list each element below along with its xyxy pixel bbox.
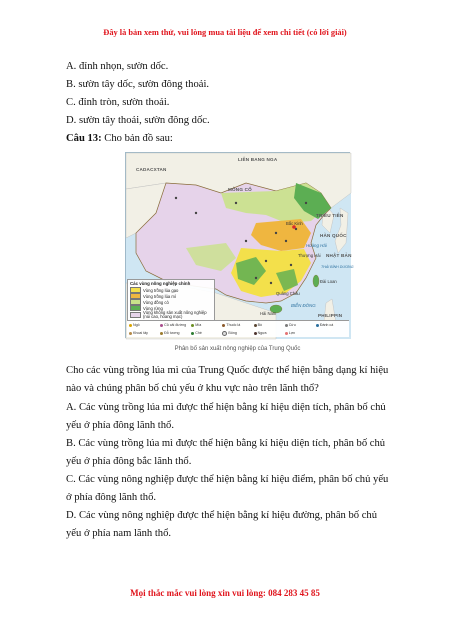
- legend-swatch: [130, 305, 141, 311]
- map-legend: [127, 279, 215, 321]
- option-line: A. đỉnh nhọn, sườn dốc.: [66, 61, 169, 72]
- pig-icon: [285, 332, 288, 335]
- symbol-item: Bò: [254, 323, 285, 327]
- horse-icon: [254, 332, 257, 335]
- preview-banner: Đây là bản xem thử, vui lòng mua tài liệu để xem chi tiết (có lời giải): [103, 28, 347, 37]
- option-line: D. sườn tây thoải, sườn đông dốc.: [66, 115, 210, 126]
- taiwan-island: [313, 275, 319, 287]
- potato-icon: [129, 332, 132, 335]
- legend-label: Vùng trồng lúa mì: [143, 293, 177, 299]
- label-mong-co: MÔNG CỔ: [228, 187, 252, 192]
- answer-option-a: A. Các vùng trồng lúa mì được thể hiện bằng kí hiệu diện tích, phân bố chủ: [66, 402, 386, 413]
- answer-option-c: C. Các vùng nông nghiệp được thể hiện bằng kí hiệu điểm, phân bố chủ yếu: [66, 474, 389, 485]
- answer-option-b: yếu ở phía đông bắc lãnh thổ.: [66, 456, 192, 467]
- symbol-item: Ngựa: [254, 331, 285, 335]
- sugarcane-icon: [191, 324, 194, 327]
- question-prompt: Cho bản đồ sau:: [104, 133, 173, 144]
- tobacco-icon: [222, 324, 225, 327]
- legend-label: Vùng đồng cỏ: [143, 299, 169, 305]
- symbol-item: Đỗ tương: [160, 331, 191, 335]
- cattle-icon: [254, 324, 257, 327]
- label-dai-loan: Đài Loan: [320, 279, 337, 284]
- symbol-item: Bông: [222, 331, 253, 336]
- china-agriculture-map: [125, 152, 354, 338]
- tea-icon: [191, 332, 194, 335]
- label-trieu-tien: TRIỀU TIÊN: [316, 213, 344, 218]
- label-bac-kinh: Bắc Kinh: [286, 221, 303, 226]
- symbol-item: Đánh cá: [316, 323, 347, 327]
- question-body: Cho các vùng trồng lúa mì của Trung Quốc được thể hiện bằng dạng kí hiệu: [66, 365, 389, 376]
- symbol-item: Lợn: [285, 331, 316, 335]
- question-body: nào và chúng phân bố chủ yếu ở khu vực nào trên lãnh thổ?: [66, 383, 319, 394]
- fish-icon: [316, 324, 319, 327]
- legend-label: Vùng không sản xuất nông nghiệp (núi cao, hoang mạc): [143, 310, 207, 319]
- legend-item: [130, 311, 212, 319]
- label-cadacxtan: CADACXTAN: [136, 167, 167, 172]
- legend-label: Vùng rừng: [143, 305, 163, 311]
- question-number: Câu 13:: [66, 133, 102, 144]
- sheep-icon: [285, 324, 288, 327]
- label-philippin: PHILIPPIN: [318, 313, 343, 318]
- answer-option-a: yếu ở phía đông lãnh thổ.: [66, 420, 174, 431]
- option-line: C. đỉnh tròn, sườn thoải.: [66, 97, 170, 108]
- hotline-footer: Mọi thắc mắc vui lòng xin vui lòng: 084 283 45 85: [130, 588, 320, 598]
- label-nhat-ban: NHẬT BẢN: [326, 253, 352, 258]
- answer-option-d: D. Các vùng nông nghiệp được thể hiện bằng kí hiệu đường, phân bố chủ: [66, 510, 378, 521]
- symbol-item: Mía: [191, 323, 222, 327]
- soybean-icon: [160, 332, 163, 335]
- legend-title: Các vùng nông nghiệp chính: [130, 281, 191, 286]
- legend-swatch: [130, 312, 141, 318]
- symbol-item: Khoai tây: [129, 331, 160, 335]
- option-line: B. sườn tây dốc, sườn đông thoải.: [66, 79, 210, 90]
- label-hai-nam: Hải Nam: [260, 311, 277, 316]
- symbol-item: Cừu: [285, 323, 316, 327]
- map-symbol-legend: [127, 320, 349, 337]
- symbol-item: Ngô: [129, 323, 160, 327]
- label-lien-bang-nga: LIÊN BANG NGA: [238, 157, 278, 162]
- symbol-item: Thuốc lá: [222, 323, 253, 327]
- label-han-quoc: HÀN QUỐC: [320, 233, 347, 238]
- answer-option-b: B. Các vùng trồng lúa mì được thể hiện bằng kí hiệu diện tích, phân bố chủ: [66, 438, 386, 449]
- question-heading: [66, 132, 173, 145]
- label-quang-chau: Quảng Châu: [276, 291, 300, 296]
- beet-icon: [160, 324, 163, 327]
- symbol-item: Củ cải đường: [160, 323, 191, 327]
- cotton-icon: [222, 331, 227, 336]
- label-bien-dong: BIỂN ĐÔNG: [291, 303, 316, 308]
- map-caption: Phân bố sản xuất nông nghiệp của Trung Quốc: [174, 346, 301, 352]
- corn-icon: [129, 324, 132, 327]
- symbol-item: Chè: [191, 331, 222, 335]
- answer-option-d: yếu ở phía nam lãnh thổ.: [66, 528, 172, 539]
- legend-label: Vùng trồng lúa gạo: [143, 287, 179, 293]
- label-thai-binh-duong: THÁI BÌNH DƯƠNG: [321, 265, 354, 269]
- answer-option-c: ở phía đông lãnh thổ.: [66, 492, 157, 503]
- label-hoang-hai: Hoàng Hải: [306, 243, 327, 248]
- label-thuong-hai: Thượng Hải: [298, 253, 321, 258]
